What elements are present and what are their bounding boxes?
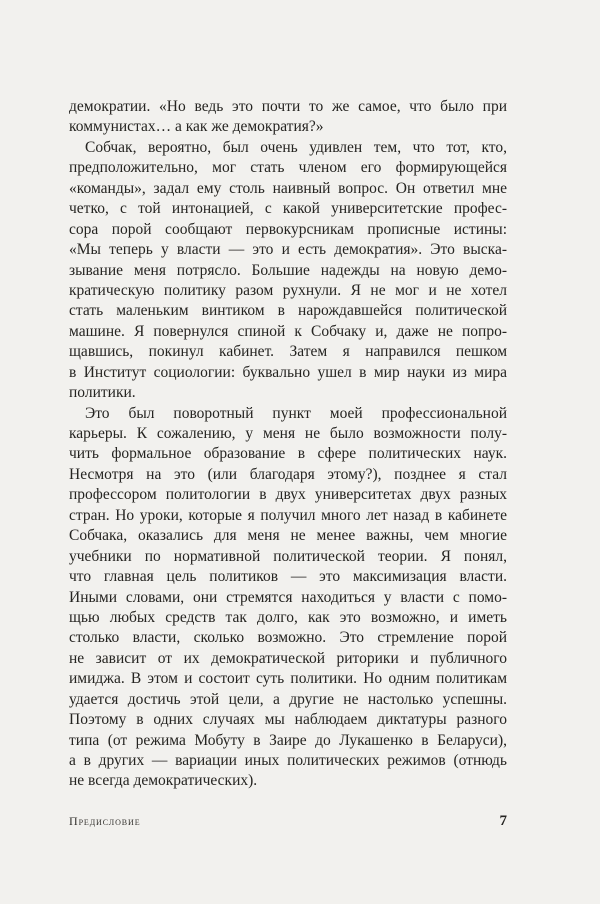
text-line: коммунистах… а как же демократия?» <box>69 118 324 136</box>
paragraph <box>69 138 507 404</box>
text-line: щью любых средств так долго, как это возможно, и иметь <box>69 608 507 626</box>
footer <box>69 813 507 830</box>
text-line: стран. Но уроки, которые я получил много лет назад в кабинете <box>69 506 507 524</box>
text-line: «Мы теперь у власти — это и есть демократия». Это выска- <box>69 241 507 259</box>
text-line: Иными словами, они стремятся находиться у власти с помо- <box>69 588 507 606</box>
text-line: «команды», задал ему столь наивный вопрос. Он ответил мне <box>69 179 507 197</box>
text-line: четко, с той интонацией, с какой университетские профес- <box>69 200 507 218</box>
text-line: удается достичь этой цели, а другие не настолько успешны. <box>69 690 507 708</box>
paragraph <box>69 404 507 792</box>
text-line: что главная цель политиков — это максимизация власти. <box>69 568 507 586</box>
text-line: в Институт социологии: буквально ушел в мир науки из мира <box>69 363 507 381</box>
text-block <box>69 97 507 792</box>
paragraph <box>69 97 507 138</box>
text-line: кратическую политику разом рухнули. Я не мог и не хотел <box>69 281 507 299</box>
text-line: не всегда демократических). <box>69 772 258 790</box>
text-line: стать маленьким винтиком в нарождавшейся политической <box>69 302 507 320</box>
text-line: предположительно, мог стать членом его формирующейся <box>69 159 507 177</box>
text-line: демократии. «Но ведь это почти то же самое, что было при <box>69 98 507 115</box>
text-line: щавшись, покинул кабинет. Затем я направился пешком <box>69 343 507 361</box>
text-line: Поэтому в одних случаях мы наблюдаем диктатуры разного <box>69 711 507 729</box>
text-line: Собчака, оказались для меня не менее важны, чем многие <box>69 527 507 545</box>
text-line: зывание меня потрясло. Большие надежды на новую демо- <box>69 261 507 279</box>
text-line: сора порой сообщают первокурсникам прописные истины: <box>69 220 507 238</box>
text-line: учебники по нормативной политической теории. Я понял, <box>69 547 507 565</box>
text-line: Собчак, вероятно, был очень удивлен тем, что тот, кто, <box>85 138 507 156</box>
text-line: Это был поворотный пункт моей профессиональной <box>85 404 507 422</box>
text-line: столько власти, сколько возможно. Это стремление порой <box>69 629 507 647</box>
text-line: чить формальное образование в сфере политических наук. <box>69 445 507 463</box>
footer-page-number: 7 <box>499 813 507 829</box>
text-line: типа (от режима Мобуту в Заире до Лукашенко в Беларуси), <box>69 731 507 749</box>
text-line: не зависит от их демократической риторики и публичного <box>69 649 507 667</box>
text-line: машине. Я повернулся спиной к Собчаку и, даже не попро- <box>69 322 507 340</box>
text-line: имиджа. В этом и состоит суть политики. Но одним политикам <box>69 670 507 688</box>
footer-section-title: Предисловие <box>69 814 141 828</box>
text-line: карьеры. К сожалению, у меня не было возможности полу- <box>69 425 507 442</box>
text-line: а в других — вариации иных политических режимов (отнюдь <box>69 752 507 769</box>
text-line: политики. <box>69 384 136 402</box>
text-line: Несмотря на это (или благодаря этому?), позднее я стал <box>69 465 507 483</box>
text-line: профессором политологии в двух университетах двух разных <box>69 486 507 504</box>
